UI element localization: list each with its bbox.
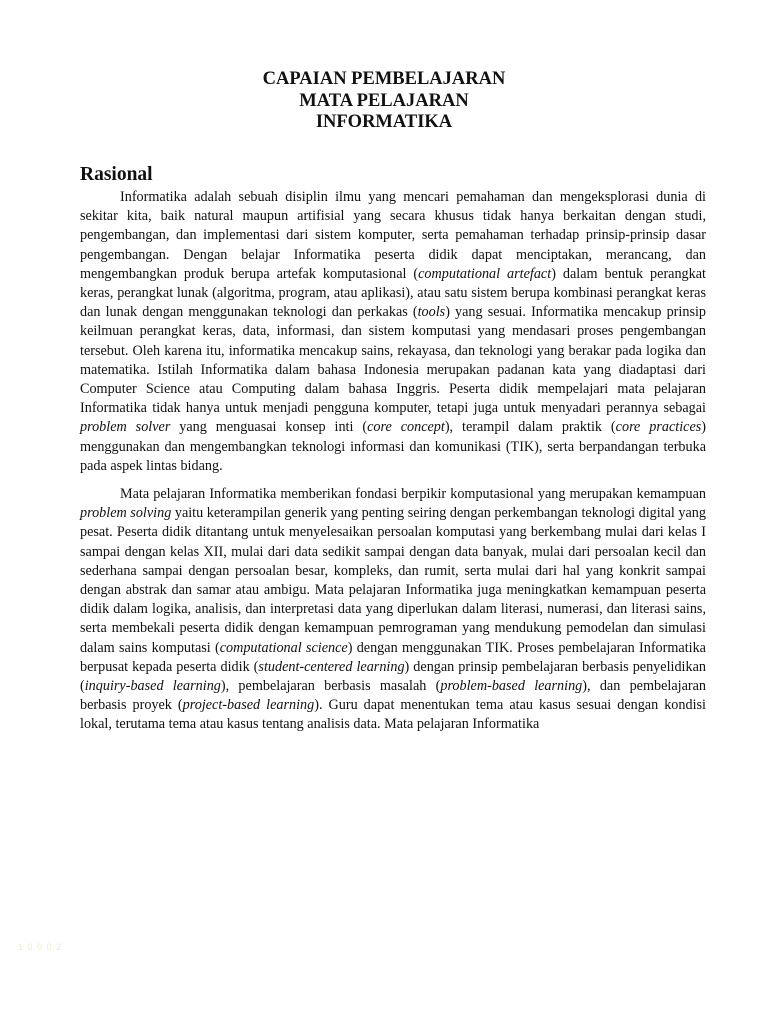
faint-page-mark: 1 0 0 0 2 bbox=[18, 942, 63, 952]
section-body bbox=[80, 188, 706, 744]
p2-italic-4: inquiry-based learning bbox=[84, 678, 221, 695]
p2-italic-3: student-centered learning bbox=[258, 658, 405, 675]
p1-text-1: Informatika adalah sebuah disiplin ilmu yang mencari pemahaman dan mengeksplorasi dunia di sekitar kita, baik natural maupun artifisial yang secara khusus tidak hanya berkaitan dengan studi, pengembangan, dan implementasi dari sistem komputer, serta pemahaman terhadap prinsip-prinsip dasar pengembangan. Dengan belajar Informatika peserta didik dapat menciptakan, merancang, dan mengembangkan produk berupa artefak komputasional ( bbox=[80, 189, 706, 282]
p2-text-7: ). Guru dapat menentukan tema atau kasus sesuai dengan kondisi lokal, terutama tema atau kasus tentang analisis data. Mata pelajaran Informatika bbox=[80, 697, 706, 733]
p1-text-3: ) yang sesuai. Informatika mencakup prinsip keilmuan perangkat keras, data, informasi, dan sistem komputasi yang mendasari proses pengembangan tersebut. Oleh karena itu, informatika mencakup sains, rekayasa, dan teknologi yang berakar pada logika dan matematika. Istilah Informatika dalam bahasa Indonesia merupakan padanan kata yang diadaptasi dari Computer Science atau Computing dalam bahasa Inggris. Peserta didik mempelajari mata pelajaran Informatika tidak hanya untuk menjadi pengguna komputer, tetapi juga untuk menyadari perannya sebagai bbox=[80, 304, 706, 417]
title-line-1: CAPAIAN PEMBELAJARAN bbox=[262, 69, 506, 89]
p2-text-3: ) dengan menggunakan TIK. Proses pembelajaran Informatika berpusat kepada peserta didik ( bbox=[80, 639, 706, 675]
p1-italic-1: computational artefact bbox=[418, 265, 552, 282]
title-line-2: MATA PELAJARAN bbox=[299, 90, 469, 111]
p1-text-5: ), terampil dalam praktik ( bbox=[444, 419, 616, 436]
p1-text-4: yang menguasai konsep inti ( bbox=[170, 419, 368, 436]
document-title bbox=[0, 69, 768, 134]
p1-italic-2: tools bbox=[417, 304, 446, 321]
p2-italic-6: project-based learning bbox=[182, 697, 315, 714]
p1-text-6: ) menggunakan dan mengembangkan teknologi informasi dan komunikasi (TIK), serta berpandangan terbuka pada aspek lintas bidang. bbox=[80, 419, 707, 474]
p2-text-1: Mata pelajaran Informatika memberikan fondasi berpikir komputasional yang merupakan kemampuan bbox=[120, 486, 706, 503]
p2-text-5: ), pembelajaran berbasis masalah ( bbox=[220, 678, 441, 695]
p1-italic-3: problem solver bbox=[80, 419, 171, 436]
paragraph-2 bbox=[80, 485, 706, 735]
title-line-3: INFORMATIKA bbox=[315, 112, 453, 132]
p1-italic-5: core practices bbox=[615, 419, 702, 436]
p2-text-2: yaitu keterampilan generik yang penting seiring dengan perkembangan teknologi digital yang pesat. Peserta didik ditantang untuk menyelesaikan persoalan komputasi yang berkembang mulai dari kelas I sampai dengan kelas XII, mulai dari data sedikit sampai dengan data banyak, mulai dari persoalan kecil dan sederhana sampai dengan persoalan besar, kompleks, dan rumit, serta mulai dari hal yang konkrit sampai dengan abstrak dan samar atau ambigu. Mata pelajaran Informatika juga meningkatkan kemampuan peserta didik dalam logika, analisis, dan interpretasi data yang diperlukan dalam literasi, numerasi, dan literasi sains, serta membekali peserta didik dengan kemampuan pemrograman yang mendukung pemodelan dan simulasi dalam sains komputasi ( bbox=[80, 505, 706, 656]
p2-italic-2: computational science bbox=[219, 639, 348, 656]
p1-text-2: ) dalam bentuk perangkat keras, perangkat lunak (algoritma, program, atau aplikasi), atau satu sistem berupa kombinasi perangkat keras dan lunak dengan menggunakan teknologi dan perkakas ( bbox=[80, 265, 706, 321]
p2-text-6: ), dan pembelajaran berbasis proyek ( bbox=[80, 678, 706, 714]
section-heading: Rasional bbox=[80, 164, 153, 185]
p2-text-4: ) dengan prinsip pembelajaran berbasis penyelidikan ( bbox=[80, 658, 706, 695]
paragraph-1 bbox=[80, 188, 706, 476]
p2-italic-1: problem solving bbox=[80, 505, 172, 522]
p2-italic-5: problem-based learning bbox=[440, 678, 583, 695]
p1-italic-4: core concept bbox=[367, 419, 445, 436]
